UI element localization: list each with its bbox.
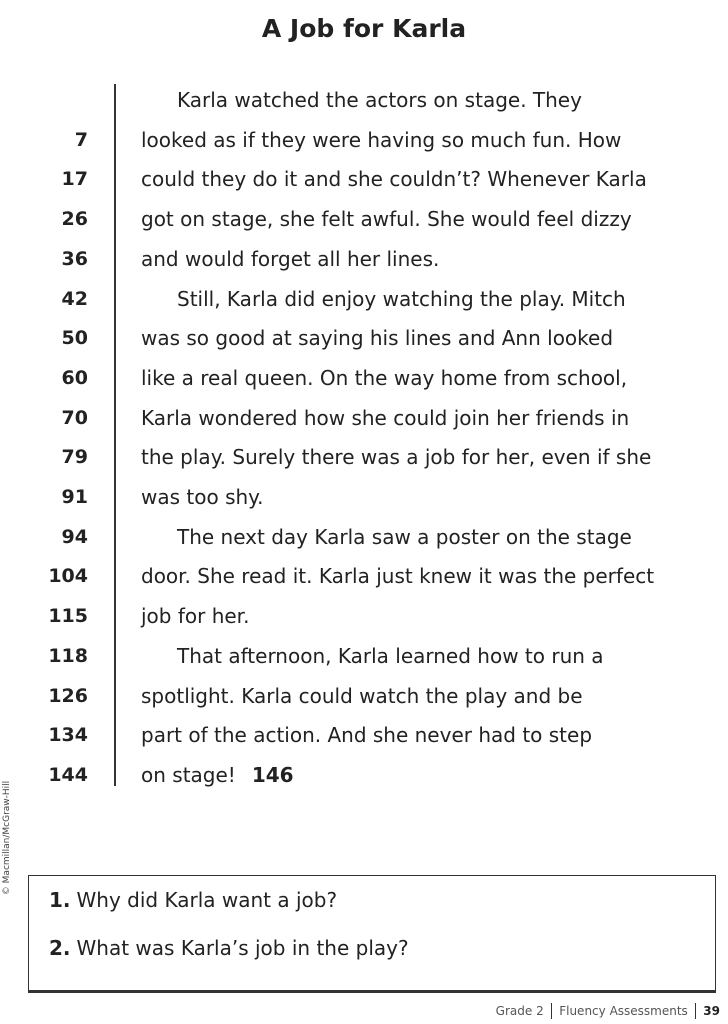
word-count-number: 91 — [61, 486, 88, 508]
word-count-number: 17 — [61, 168, 88, 191]
passage-line-text: That afternoon, Karla learned how to run a — [177, 643, 604, 668]
passage-line — [0, 637, 728, 675]
passage-line — [0, 677, 728, 715]
passage-line-text: Still, Karla did enjoy watching the play. Mitch — [177, 286, 626, 311]
passage-line-text: looked as if they were having so much fun. How — [141, 127, 622, 152]
question-number: 1. — [49, 888, 71, 912]
page-footer — [496, 1003, 720, 1019]
page-title: A Job for Karla — [261, 14, 467, 43]
passage-text — [141, 478, 264, 516]
passage-line-text: Karla wondered how she could join her friends in — [141, 405, 630, 430]
word-count-number: 36 — [61, 247, 88, 270]
passage-text — [141, 557, 654, 595]
word-count-number: 144 — [48, 763, 88, 786]
passage-text — [141, 399, 629, 437]
word-count-number: 134 — [48, 724, 88, 747]
passage-line — [0, 121, 728, 159]
passage-line-text: was too shy. — [141, 485, 264, 509]
passage-line — [0, 438, 728, 476]
footer-separator — [551, 1003, 553, 1019]
footer-section: Fluency Assessments — [559, 1004, 688, 1018]
passage-text — [141, 160, 647, 198]
question-number: 2. — [49, 936, 71, 960]
passage-text — [141, 319, 613, 357]
passage-text — [177, 637, 604, 675]
word-count-number: 104 — [48, 565, 88, 588]
passage-line — [0, 597, 728, 635]
copyright-credit: © Macmillan/McGraw-Hill — [2, 780, 12, 896]
word-count-number: 79 — [61, 446, 88, 469]
passage-line — [0, 240, 728, 278]
passage-text — [141, 200, 632, 238]
passage-line — [0, 557, 728, 595]
passage-text — [141, 359, 627, 397]
passage-text — [141, 121, 621, 159]
passage-line-text: Karla watched the actors on stage. They — [177, 88, 582, 112]
passage-line-text: door. She read it. Karla just knew it was the perfect — [141, 564, 655, 589]
passage-line — [0, 478, 728, 516]
footer-grade: Grade 2 — [495, 1004, 544, 1018]
passage-line-text: spotlight. Karla could watch the play and be — [141, 683, 583, 708]
passage-line-text: part of the action. And she never had to step — [141, 723, 593, 748]
word-count-number: 126 — [48, 684, 88, 707]
passage-line — [0, 280, 728, 318]
question-2 — [49, 936, 409, 960]
passage-line — [0, 200, 728, 238]
passage-line-text: on stage! — [141, 762, 236, 787]
passage-line — [0, 359, 728, 397]
passage-line — [0, 81, 728, 119]
passage-text — [141, 677, 583, 715]
passage-line — [0, 756, 728, 794]
passage-text — [141, 240, 439, 278]
passage-text — [141, 597, 249, 635]
passage-text — [141, 438, 651, 476]
passage-text — [141, 716, 592, 754]
word-count-number: 118 — [48, 644, 88, 667]
word-count-number: 60 — [61, 366, 88, 389]
passage-line-text: the play. Surely there was a job for her, even if she — [141, 445, 652, 470]
passage-line-text: like a real queen. On the way home from school, — [141, 365, 628, 390]
word-count-number: 50 — [61, 327, 88, 350]
passage-line — [0, 716, 728, 754]
passage-text — [177, 81, 582, 119]
word-count-number: 42 — [61, 287, 88, 310]
passage-text — [141, 756, 294, 794]
passage-line — [0, 160, 728, 198]
word-count-number: 7 — [74, 128, 88, 151]
question-text: What was Karla’s job in the play? — [76, 936, 409, 960]
word-count-number: 94 — [61, 525, 88, 548]
passage-line — [0, 319, 728, 357]
passage-line — [0, 518, 728, 556]
questions-box — [28, 875, 716, 993]
passage-line-text: could they do it and she couldn’t? Whenever Karla — [141, 167, 647, 192]
passage-line-text: got on stage, she felt awful. She would feel dizzy — [141, 207, 632, 232]
page-number: 39 — [703, 1004, 720, 1018]
passage-text — [177, 518, 632, 556]
word-count-number: 70 — [61, 406, 88, 429]
question-text: Why did Karla want a job? — [76, 888, 338, 912]
word-count-number: 26 — [61, 208, 88, 231]
passage-line-text: The next day Karla saw a poster on the stage — [177, 524, 632, 549]
passage-line-text: and would forget all her lines. — [141, 246, 440, 271]
question-1 — [49, 888, 337, 912]
passage-line — [0, 399, 728, 437]
total-word-count: 146 — [251, 762, 294, 787]
passage-text — [177, 280, 626, 318]
passage-line-text: job for her. — [141, 604, 250, 629]
word-count-number: 115 — [48, 605, 88, 628]
passage-line-text: was so good at saying his lines and Ann looked — [141, 326, 614, 351]
footer-separator — [695, 1003, 697, 1019]
